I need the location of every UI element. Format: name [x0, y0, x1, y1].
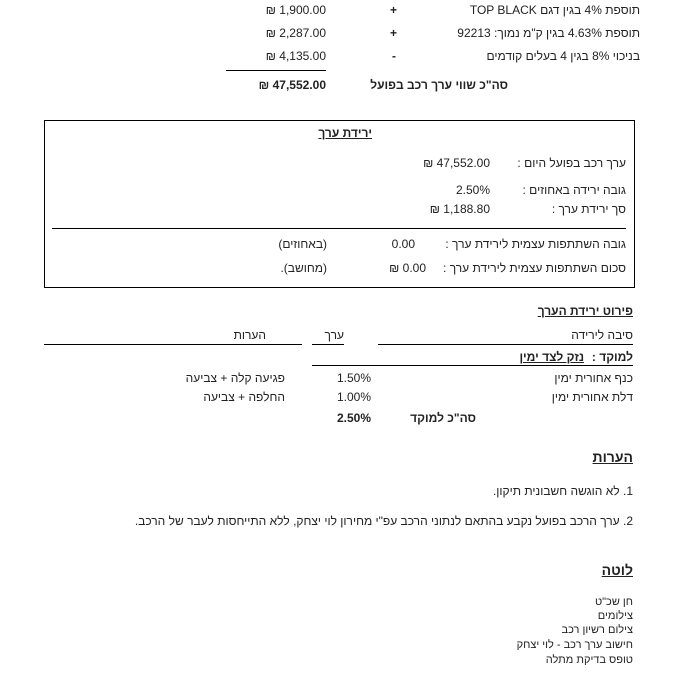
row-reason: כנף אחורית ימין	[554, 371, 633, 385]
current-value-label: ערך רכב בפועל היום :	[517, 156, 626, 170]
row-value: 1.50%	[336, 371, 371, 385]
current-value: 47,552.00 ₪	[423, 156, 490, 170]
row-note: החלפה + צביעה	[203, 390, 285, 404]
attachment-item: טופס בדיקת מתלה	[545, 654, 633, 666]
col-value-header: ערך	[324, 328, 344, 342]
attachment-item: חן שכ"ט	[594, 596, 633, 608]
col-reason-header: סיבה לירידה	[571, 328, 633, 342]
row-note: פגיעה קלה + צביעה	[185, 371, 285, 385]
breakdown-total-label: סה"כ למוקד	[410, 411, 476, 425]
breakdown-total-value: 2.50%	[336, 411, 371, 425]
rate-label: גובה ירידה באחוזים :	[522, 183, 626, 197]
addition-label: בניכוי 8% בגין 4 בעלים קודמים	[486, 49, 640, 63]
attachment-item: צילומים	[597, 610, 633, 622]
addition-label: תוספת 4% בגין דגם TOP BLACK	[469, 3, 640, 17]
depreciation-divider	[52, 228, 626, 229]
depreciation-title: ירידת ערך	[318, 126, 372, 140]
notes-col-underline	[44, 344, 302, 345]
focus-label: למוקד :	[591, 350, 633, 364]
reason-col-underline	[378, 344, 633, 345]
row-reason: דלת אחורית ימין	[551, 390, 633, 404]
addition-sign: +	[390, 26, 398, 40]
attachments-title: לוטה	[601, 562, 633, 578]
attachment-item: צילום רשיון רכב	[561, 624, 633, 636]
note-item: 2. ערך הרכב בפועל נקבע בהתאם לנתוני הרכב עפ"י מחירון לוי יצחק, ללא התייחסות לעבר של הרכב.	[134, 514, 633, 528]
rate-value: 2.50%	[455, 183, 490, 197]
self-share-sum-note: (מחושב).	[280, 261, 327, 275]
breakdown-title: פירוט ירידת הערך	[537, 304, 633, 318]
notes-title: הערות	[592, 449, 633, 465]
focus-divider	[312, 365, 633, 366]
self-share-pct-label: גובה השתתפות עצמית לירידת ערך :	[445, 237, 626, 251]
sum-divider	[226, 70, 326, 71]
note-item: 1. לא הוגשה חשבונית תיקון.	[492, 484, 633, 498]
self-share-sum-value: 0.00 ₪	[389, 261, 426, 275]
value-col-underline	[312, 344, 344, 345]
row-value: 1.00%	[336, 390, 371, 404]
self-share-pct-note: (באחוזים)	[278, 237, 327, 251]
amount-value: 1,188.80 ₪	[429, 202, 490, 216]
self-share-sum-label: סכום השתתפות עצמית לירידת ערך :	[443, 261, 626, 275]
amount-label: סך ירידת ערך :	[551, 202, 626, 216]
col-notes-header: הערות	[233, 328, 266, 342]
total-label: סה"כ שווי ערך רכב בפועל	[370, 78, 508, 92]
self-share-pct-value: 0.00	[391, 237, 415, 251]
attachment-item: חישוב ערך רכב - לוי יצחק	[516, 639, 633, 651]
addition-amount: 1,900.00 ₪	[265, 3, 326, 17]
addition-amount: 2,287.00 ₪	[265, 26, 326, 40]
total-value: 47,552.00 ₪	[258, 78, 326, 92]
addition-sign: +	[390, 3, 398, 17]
addition-sign: -	[392, 49, 396, 63]
addition-amount: 4,135.00 ₪	[265, 49, 326, 63]
focus-value: נזק לצד ימין	[519, 350, 584, 364]
addition-label: תוספת 4.63% בגין ק"מ נמוך: 92213	[457, 26, 640, 40]
